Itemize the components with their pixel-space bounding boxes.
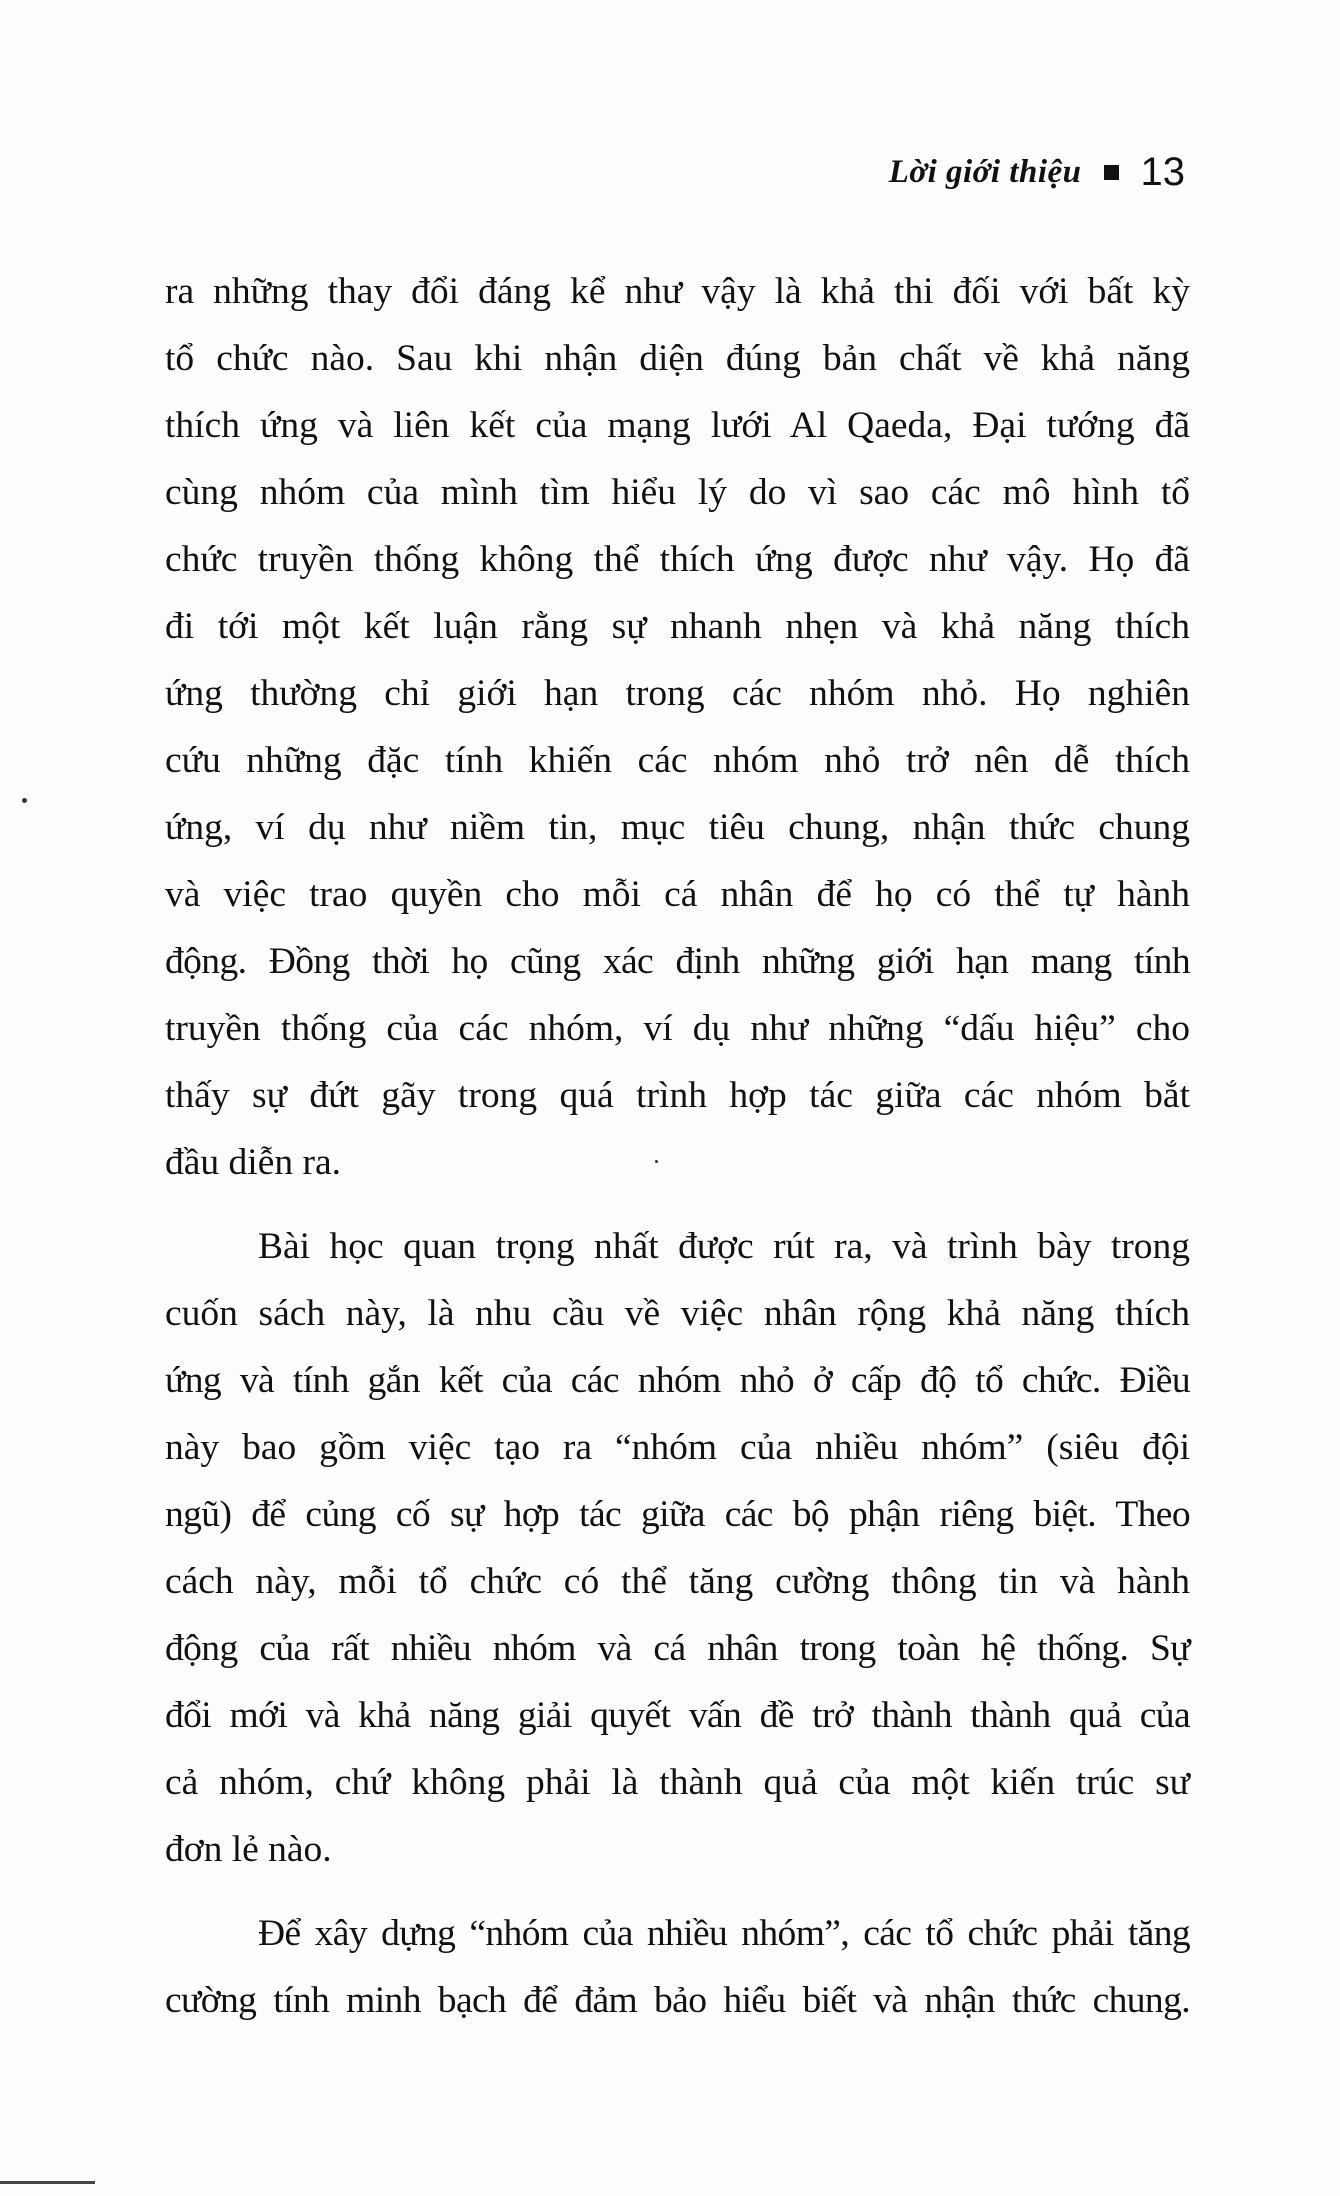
body-text xyxy=(165,258,1190,2034)
scan-speck xyxy=(655,1160,658,1163)
text-line: ứng, ví dụ như niềm tin, mục tiêu chung, nhận thức chung xyxy=(165,807,1190,848)
page-number: 13 xyxy=(1140,150,1185,194)
text-line: Bài học quan trọng nhất được rút ra, và trình bày trong xyxy=(258,1226,1190,1267)
text-line: ứng thường chỉ giới hạn trong các nhóm nhỏ. Họ nghiên xyxy=(165,673,1190,714)
paragraph-2 xyxy=(165,1213,1190,1883)
text-line: truyền thống của các nhóm, ví dụ như những “dấu hiệu” cho xyxy=(165,1008,1190,1049)
text-line: thích ứng và liên kết của mạng lưới Al Qaeda, Đại tướng đã xyxy=(165,405,1190,446)
text-line: động của rất nhiều nhóm và cá nhân trong toàn hệ thống. Sự xyxy=(165,1628,1190,1669)
text-line: và việc trao quyền cho mỗi cá nhân để họ có thể tự hành xyxy=(165,874,1190,915)
paragraph-3 xyxy=(165,1900,1190,2034)
paragraph-1 xyxy=(165,258,1190,1196)
text-line: động. Đồng thời họ cũng xác định những giới hạn mang tính xyxy=(165,941,1190,982)
text-line: thấy sự đứt gãy trong quá trình hợp tác giữa các nhóm bắt xyxy=(165,1075,1190,1116)
text-line: này bao gồm việc tạo ra “nhóm của nhiều nhóm” (siêu đội xyxy=(165,1427,1190,1468)
text-line: ra những thay đổi đáng kể như vậy là khả thi đối với bất kỳ xyxy=(165,271,1190,312)
text-line: đơn lẻ nào. xyxy=(165,1829,332,1870)
text-line: cuốn sách này, là nhu cầu về việc nhân rộng khả năng thích xyxy=(165,1293,1190,1334)
header-bullet-square xyxy=(1104,165,1119,180)
text-line: ứng và tính gắn kết của các nhóm nhỏ ở cấp độ tổ chức. Điều xyxy=(165,1360,1190,1401)
text-line: cả nhóm, chứ không phải là thành quả của một kiến trúc sư xyxy=(165,1762,1190,1803)
text-line: cường tính minh bạch để đảm bảo hiểu biết và nhận thức chung. xyxy=(165,1980,1190,2021)
text-line: cách này, mỗi tổ chức có thể tăng cường thông tin và hành xyxy=(165,1561,1190,1602)
chapter-title: Lời giới thiệu xyxy=(888,154,1082,190)
text-line: Để xây dựng “nhóm của nhiều nhóm”, các tổ chức phải tăng xyxy=(258,1913,1190,1954)
text-line: tổ chức nào. Sau khi nhận diện đúng bản chất về khả năng xyxy=(165,338,1190,379)
text-line: chức truyền thống không thể thích ứng được như vậy. Họ đã xyxy=(165,539,1190,580)
text-line: đi tới một kết luận rằng sự nhanh nhẹn và khả năng thích xyxy=(165,606,1190,647)
page-edge-line xyxy=(0,2181,95,2184)
scan-speck xyxy=(22,798,27,803)
text-line: đổi mới và khả năng giải quyết vấn đề trở thành thành quả của xyxy=(165,1695,1190,1736)
text-line: đầu diễn ra. xyxy=(165,1142,341,1183)
running-header xyxy=(889,150,1185,195)
text-line: cùng nhóm của mình tìm hiểu lý do vì sao các mô hình tổ xyxy=(165,472,1190,513)
text-line: ngũ) để củng cố sự hợp tác giữa các bộ phận riêng biệt. Theo xyxy=(165,1494,1190,1535)
text-line: cứu những đặc tính khiến các nhóm nhỏ trở nên dễ thích xyxy=(165,740,1190,781)
